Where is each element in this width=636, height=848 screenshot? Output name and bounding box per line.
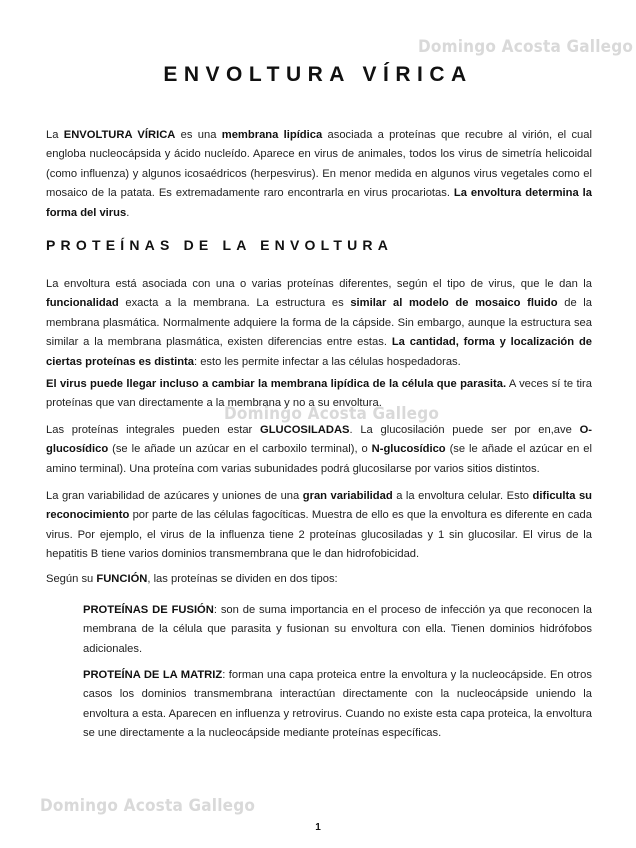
watermark-top: Domingo Acosta Gallego	[418, 37, 634, 57]
matrix-protein-item: PROTEÍNA DE LA MATRIZ: forman una capa proteica entre la envoltura y la nucleocápside. En otros casos los dominios transmembrana interactúan directamente con la nucleocápside uniendo la envoltura a esta. Aparecen en influenza y retrovirus. Cuando no existe esta capa proteica, la envoltura se une directamente a la nucleocápside mediante proteínas específicas.	[83, 669, 592, 740]
fusion-proteins-item: PROTEÍNAS DE FUSIÓN: son de suma importancia en el proceso de infección ya que reconocen la membrana de la célula que parasita y fusionan su envoltura con ella. Tienen dominios hidrófobos adicionales.	[83, 604, 592, 655]
proteins-paragraph: La envoltura está asociada con una o varias proteínas diferentes, según el tipo de virus, que le dan la funcionalidad exacta a la membrana. La estructura es similar al modelo de mosaico fluido de la membrana plasmática. Normalmente adquiere la forma de la cápside. Sin embargo, aunque la estructura sea similar a la membrana plasmática, existen diferencias entre estas. La cantidad, forma y localización de ciertas proteínas es distinta: esto les permite infectar a las células hospedadoras.	[46, 278, 593, 368]
glycosylation-paragraph: Las proteínas integrales pueden estar GLUCOSILADAS. La glucosilación puede ser por en,ave O-glucosídico (se le añade un azúcar en el carboxilo terminal), o N-glucosídico (se le añade el azúcar en el amino terminal). Una proteína com varias subunidades podrá glucosilarse por varios sitios distintos.	[46, 424, 592, 475]
page-title: ENVOLTURA VÍRICA	[163, 63, 473, 86]
watermark-bottom: Domingo Acosta Gallego	[40, 796, 256, 816]
watermark-middle: Domingo Acosta Gallego	[224, 404, 440, 424]
variability-paragraph: La gran variabilidad de azúcares y uniones de una gran variabilidad a la envoltura celular. Esto dificulta su reconocimiento por parte de las células fagocíticas. Muestra de ello es que la envoltura es diferente en cada virus. Por ejemplo, el virus de la influenza tiene 2 proteínas glucosiladas y 1 sin glucosilar. El virus de la hepatitis B tiene varios dominios transmembrana que le dan hidrofobicidad.	[46, 490, 592, 561]
function-paragraph: Según su FUNCIÓN, las proteínas se dividen en dos tipos:	[46, 573, 338, 585]
intro-paragraph: La ENVOLTURA VÍRICA es una membrana lipídica asociada a proteínas que recubre al virión, el cual engloba nucleocápsida y ácido nucleído. Aparece en virus de animales, todos los virus de simetría helicoidal (como influenza) y algunos icosaédricos (herpesvirus). En menor medida en algunos virus vegetales como el mosaico de la patata. Es extremadamente raro encontrarla en virus procariotas. La envoltura determina la forma del virus.	[46, 129, 592, 219]
page-number: 1	[315, 822, 321, 833]
membrane-change-paragraph: El virus puede llegar incluso a cambiar la membrana lipídica de la célula que parasita. A veces sí te tira proteínas que van directamente a la membrana y no a su envoltura.	[46, 378, 592, 410]
section-title: PROTEÍNAS DE LA ENVOLTURA	[46, 237, 394, 253]
